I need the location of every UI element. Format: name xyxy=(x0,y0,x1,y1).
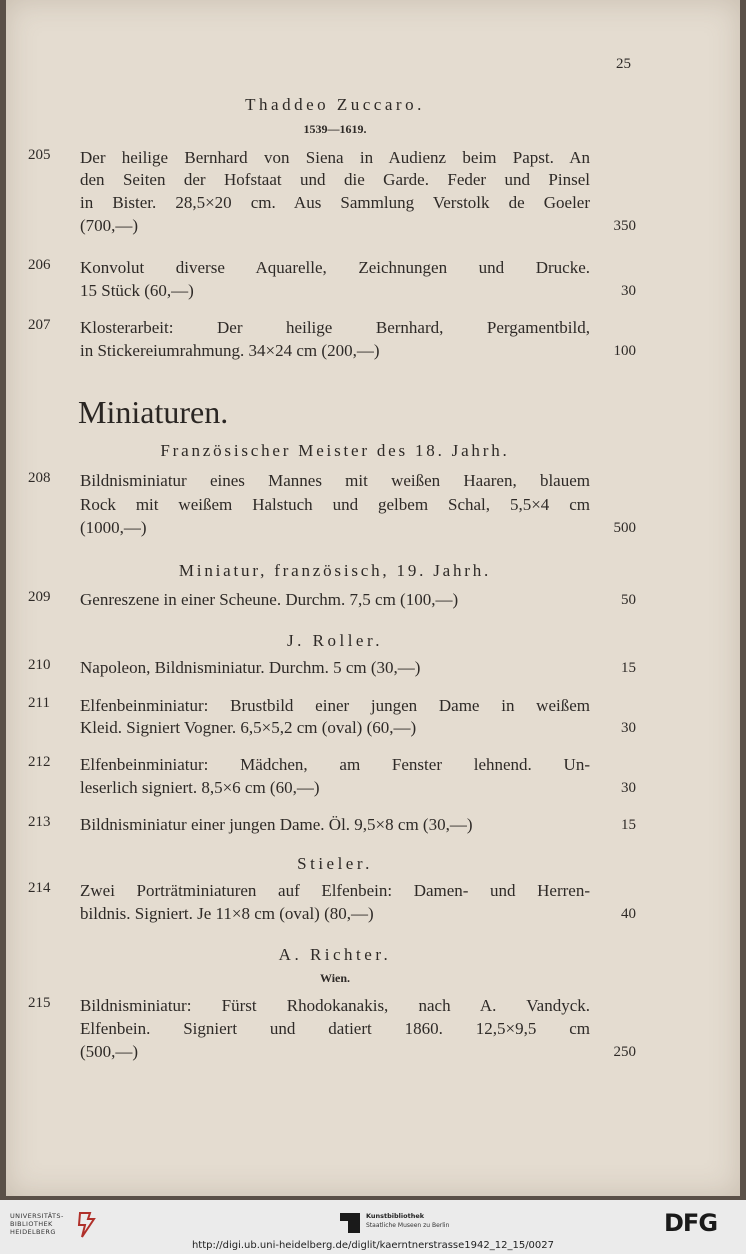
lot-price: 15 xyxy=(621,660,636,676)
lot-text-line: Kleid. Signiert Vogner. 6,5×5,2 cm (oval) (60,—) xyxy=(80,718,417,737)
lot-text-line: (1000,—) xyxy=(80,518,147,537)
lot-price: 50 xyxy=(621,592,636,608)
kunstbibliothek-subtitle: Staatliche Museen zu Berlin xyxy=(366,1222,450,1229)
section-title-miniaturen: Miniaturen. xyxy=(78,394,229,430)
lot-number: 209 xyxy=(28,589,51,605)
artist-heading-stieler: Stieler. xyxy=(297,854,373,873)
kunstbibliothek-name: Kunstbibliothek xyxy=(366,1212,425,1220)
lot-text-line: leserlich signiert. 8,5×6 cm (60,—) xyxy=(80,778,320,797)
lot-text-line: Zwei Porträtminiaturen auf Elfenbein: Damen- und Herren- xyxy=(80,881,590,900)
artist-place-richter: Wien. xyxy=(319,971,351,985)
lot-text-line: Der heilige Bernhard von Siena in Audienz beim Papst. An xyxy=(80,148,590,167)
lot-text-line: Konvolut diverse Aquarelle, Zeichnungen und Drucke. xyxy=(80,258,590,277)
source-url[interactable]: http://digi.ub.uni-heidelberg.de/diglit/kaerntnerstrasse1942_12_15/0027 xyxy=(191,1240,555,1251)
heidelberg-logo-text: UNIVERSITÄTS- BIBLIOTHEK HEIDELBERG xyxy=(10,1212,64,1236)
lot-text-line: den Seiten der Hofstaat und die Garde. Feder und Pinsel xyxy=(80,170,590,189)
artist-heading-roller: J. Roller. xyxy=(287,631,383,650)
lot-number: 211 xyxy=(28,695,50,711)
lot-text-line: Elfenbein. Signiert und datiert 1860. 12,5×9,5 cm xyxy=(80,1019,590,1038)
lot-text-line: bildnis. Signiert. Je 11×8 cm (oval) (80,—) xyxy=(80,904,374,923)
lot-text-line: in Stickereiumrahmung. 34×24 cm (200,—) xyxy=(80,341,380,360)
heidelberg-logo[interactable] xyxy=(10,1211,100,1241)
lot-text-line: Bildnisminiatur: Fürst Rhodokanakis, nach A. Vandyck. xyxy=(80,996,590,1015)
lot-text-line: Bildnisminiatur eines Mannes mit weißen Haaren, blauem xyxy=(80,471,590,490)
lot-price: 30 xyxy=(621,720,636,736)
lot-price: 30 xyxy=(621,283,636,299)
lot-price: 15 xyxy=(621,817,636,833)
lot-text-line: Genreszene in einer Scheune. Durchm. 7,5 cm (100,—) xyxy=(80,590,459,609)
lot-price: 500 xyxy=(613,520,636,536)
lot-text-line: 15 Stück (60,—) xyxy=(80,281,194,300)
lot-price: 250 xyxy=(613,1044,636,1060)
lot-price: 100 xyxy=(613,343,636,359)
lot-price: 350 xyxy=(613,218,636,234)
lot-number: 206 xyxy=(28,257,51,273)
heidelberg-emblem-icon xyxy=(76,1211,98,1239)
lot-number: 213 xyxy=(28,814,51,830)
lot-text-line: Bildnisminiatur einer jungen Dame. Öl. 9,5×8 cm (30,—) xyxy=(80,815,473,834)
artist-heading-miniatur-franzoesisch: Miniatur, französisch, 19. Jahrh. xyxy=(178,561,492,580)
page-number: 25 xyxy=(616,56,631,72)
lot-text-line: Klosterarbeit: Der heilige Bernhard, Pergamentbild, xyxy=(80,318,590,337)
lot-price: 30 xyxy=(621,780,636,796)
lot-number: 207 xyxy=(28,317,51,333)
lot-number: 208 xyxy=(28,470,51,486)
dfg-logo[interactable]: DFG xyxy=(664,1209,718,1237)
catalog-page xyxy=(6,0,740,1196)
lot-number: 212 xyxy=(28,754,51,770)
kunstbibliothek-logo[interactable] xyxy=(340,1211,470,1235)
lot-number: 214 xyxy=(28,880,51,896)
lot-text-line: in Bister. 28,5×20 cm. Aus Sammlung Verstolk de Goeler xyxy=(80,193,590,212)
lot-number: 215 xyxy=(28,995,51,1011)
lot-number: 205 xyxy=(28,147,51,163)
kunstbibliothek-square-icon xyxy=(340,1213,360,1233)
artist-dates-zuccaro: 1539—1619. xyxy=(303,122,367,136)
lot-price: 40 xyxy=(621,906,636,922)
lot-text-line: Elfenbeinminiatur: Brustbild einer jungen Dame in weißem xyxy=(80,696,590,715)
lot-text-line: Elfenbeinminiatur: Mädchen, am Fenster lehnend. Un- xyxy=(80,755,590,774)
artist-heading-franz-meister: Französischer Meister des 18. Jahrh. xyxy=(160,441,510,460)
artist-heading-richter: A. Richter. xyxy=(278,945,392,964)
lot-text-line: Napoleon, Bildnisminiatur. Durchm. 5 cm (30,—) xyxy=(80,658,421,677)
artist-heading-zuccaro: Thaddeo Zuccaro. xyxy=(245,95,425,114)
lot-text-line: (500,—) xyxy=(80,1042,139,1061)
lot-text-line: Rock mit weißem Halstuch und gelbem Schal, 5,5×4 cm xyxy=(80,495,590,514)
lot-number: 210 xyxy=(28,657,51,673)
lot-text-line: (700,—) xyxy=(80,216,139,235)
